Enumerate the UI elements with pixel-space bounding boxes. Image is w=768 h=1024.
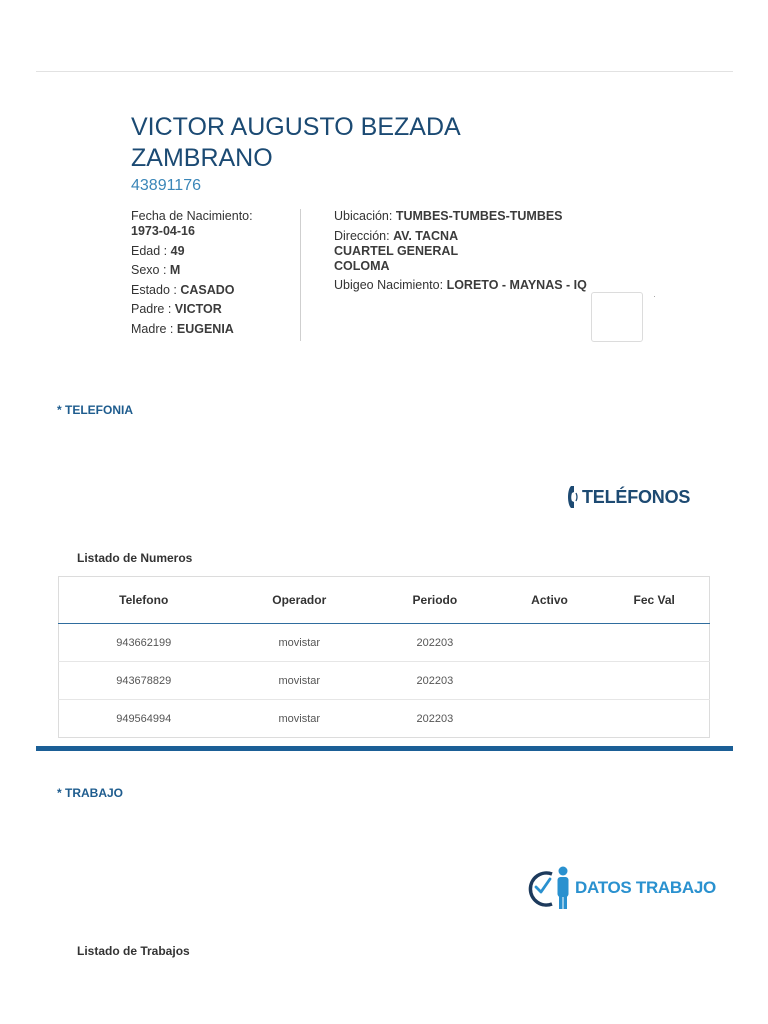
clock-worker-icon bbox=[522, 865, 572, 911]
birthdate-label: Fecha de Nacimiento: bbox=[131, 209, 253, 223]
phone-icon bbox=[566, 485, 581, 509]
operator-cell: movistar bbox=[228, 624, 370, 662]
mother-row bbox=[131, 322, 291, 337]
photo-placeholder bbox=[591, 292, 643, 342]
column-header-periodo[interactable]: Periodo bbox=[370, 577, 500, 624]
active-cell bbox=[500, 624, 600, 662]
location-value: TUMBES-TUMBES-TUMBES bbox=[395, 209, 563, 223]
address-label: Dirección: bbox=[334, 228, 390, 243]
datos-trabajo-logo-text: DATOS TRABAJO bbox=[575, 878, 716, 897]
dot-mark: · bbox=[653, 291, 656, 301]
validation-date-cell bbox=[599, 662, 709, 700]
telefonos-logo bbox=[566, 485, 690, 509]
column-header-fec-val[interactable]: Fec Val bbox=[599, 577, 709, 624]
birth-ubigeo-label: Ubigeo Nacimiento: bbox=[334, 278, 444, 292]
birth-ubigeo-value: LORETO - MAYNAS - IQ bbox=[446, 278, 587, 292]
phone-cell: 943678829 bbox=[59, 662, 229, 700]
column-header-telefono[interactable]: Telefono bbox=[59, 577, 229, 624]
phone-cell: 949564994 bbox=[59, 700, 229, 738]
father-value: VICTOR bbox=[174, 302, 222, 316]
period-cell: 202203 bbox=[370, 662, 500, 700]
active-cell bbox=[500, 700, 600, 738]
address-value: AV. TACNA CUARTEL GENERAL COLOMA bbox=[334, 228, 458, 273]
telefonia-section-title: * TELEFONIA bbox=[57, 403, 134, 417]
active-cell bbox=[500, 662, 600, 700]
column-header-activo[interactable]: Activo bbox=[500, 577, 600, 624]
birthdate-value: 1973-04-16 bbox=[131, 224, 195, 238]
validation-date-cell bbox=[599, 700, 709, 738]
numbers-list-title: Listado de Numeros bbox=[77, 551, 193, 565]
table-row bbox=[59, 624, 710, 662]
father-label: Padre : bbox=[131, 302, 172, 316]
sex-label: Sexo : bbox=[131, 263, 167, 277]
table-row bbox=[59, 700, 710, 738]
birthdate-row bbox=[131, 209, 291, 239]
address-row bbox=[334, 229, 474, 274]
father-row bbox=[131, 302, 291, 317]
person-name: VICTOR AUGUSTO BEZADA ZAMBRANO bbox=[131, 113, 460, 172]
table-header-row bbox=[59, 577, 710, 624]
civil-status-value: CASADO bbox=[180, 282, 235, 297]
mother-label: Madre : bbox=[131, 321, 174, 336]
datos-trabajo-logo bbox=[522, 865, 716, 911]
section-separator-bar bbox=[36, 746, 733, 751]
sex-value: M bbox=[169, 263, 181, 277]
location-row bbox=[334, 209, 594, 224]
civil-status-label: Estado : bbox=[131, 282, 177, 297]
person-id-number: 43891176 bbox=[131, 177, 201, 194]
age-label: Edad : bbox=[131, 243, 168, 258]
jobs-list-title: Listado de Trabajos bbox=[77, 944, 190, 958]
period-cell: 202203 bbox=[370, 700, 500, 738]
civil-status-row bbox=[131, 283, 291, 298]
period-cell: 202203 bbox=[370, 624, 500, 662]
phone-numbers-table bbox=[58, 576, 710, 738]
age-row bbox=[131, 244, 291, 259]
details-right bbox=[334, 209, 594, 298]
details-divider bbox=[300, 209, 301, 341]
sex-row bbox=[131, 263, 291, 278]
details-left bbox=[131, 209, 291, 341]
operator-cell: movistar bbox=[228, 700, 370, 738]
phone-cell: 943662199 bbox=[59, 624, 229, 662]
validation-date-cell bbox=[599, 624, 709, 662]
mother-value: EUGENIA bbox=[176, 321, 234, 336]
table-row bbox=[59, 662, 710, 700]
trabajo-section-title: * TRABAJO bbox=[57, 786, 124, 800]
age-value: 49 bbox=[170, 243, 185, 258]
top-divider bbox=[36, 71, 733, 72]
telefonos-logo-text: TELÉFONOS bbox=[582, 486, 691, 507]
operator-cell: movistar bbox=[228, 662, 370, 700]
column-header-operador[interactable]: Operador bbox=[228, 577, 370, 624]
birth-ubigeo-row bbox=[334, 278, 594, 293]
location-label: Ubicación: bbox=[334, 209, 393, 223]
